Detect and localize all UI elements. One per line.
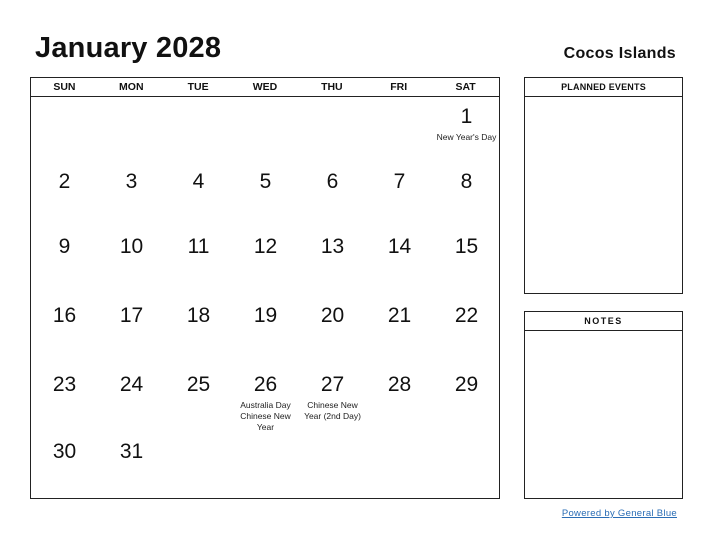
region-name: Cocos Islands: [563, 45, 676, 62]
day-cell[interactable]: [98, 440, 165, 464]
weekday-header: [31, 78, 499, 97]
day-cell[interactable]: [31, 170, 98, 194]
weekday-sat: SAT: [455, 81, 476, 93]
weekday-tue: TUE: [187, 81, 209, 93]
day-cell[interactable]: [31, 373, 98, 397]
day-number: 10: [119, 235, 144, 258]
day-number: 16: [52, 304, 77, 327]
day-cell[interactable]: [165, 235, 232, 259]
day-cell[interactable]: [433, 235, 500, 259]
day-number: 24: [119, 373, 144, 396]
days-grid: [31, 97, 499, 499]
day-number: 30: [52, 440, 77, 463]
day-cell[interactable]: [165, 304, 232, 328]
day-cell[interactable]: [165, 373, 232, 397]
holiday-label: Australia Day Chinese New Year: [240, 400, 291, 432]
day-cell[interactable]: [366, 235, 433, 259]
day-number: 9: [58, 235, 71, 258]
calendar-grid: [30, 77, 500, 499]
day-number: 14: [387, 235, 412, 258]
day-cell[interactable]: [299, 170, 366, 194]
weekday-thu: THU: [321, 81, 343, 93]
day-number: 27: [320, 373, 345, 396]
notes-title: NOTES: [525, 312, 682, 331]
planned-events-box: [524, 77, 683, 294]
day-number: 18: [186, 304, 211, 327]
day-cell[interactable]: [31, 440, 98, 464]
day-number: 11: [187, 235, 210, 258]
day-number: 21: [387, 304, 412, 327]
day-cell[interactable]: [299, 235, 366, 259]
day-number: 26: [253, 373, 278, 396]
day-cell[interactable]: [31, 235, 98, 259]
day-number: 6: [326, 170, 339, 193]
day-cell[interactable]: [232, 235, 299, 259]
holiday-label: New Year's Day: [436, 132, 497, 142]
day-number: 8: [460, 170, 473, 193]
weekday-wed: WED: [252, 81, 278, 93]
day-number: 7: [393, 170, 406, 193]
weekday-mon: MON: [119, 81, 144, 93]
day-cell[interactable]: [366, 170, 433, 194]
day-number: 12: [253, 235, 278, 258]
day-cell[interactable]: [98, 373, 165, 397]
day-cell[interactable]: [232, 304, 299, 328]
day-cell[interactable]: [232, 373, 299, 433]
day-number: 3: [125, 170, 138, 193]
planned-events-title: PLANNED EVENTS: [525, 78, 682, 97]
day-number: 1: [460, 105, 473, 128]
day-cell[interactable]: [165, 170, 232, 194]
day-number: 29: [454, 373, 479, 396]
day-number: 23: [52, 373, 77, 396]
day-cell[interactable]: [433, 105, 500, 143]
day-cell[interactable]: [299, 373, 366, 422]
day-number: 13: [320, 235, 345, 258]
day-number: 5: [259, 170, 272, 193]
day-cell[interactable]: [98, 170, 165, 194]
day-number: 2: [58, 170, 71, 193]
day-cell[interactable]: [433, 170, 500, 194]
day-number: 22: [454, 304, 479, 327]
day-cell[interactable]: [366, 373, 433, 397]
day-number: 20: [320, 304, 345, 327]
day-cell[interactable]: [98, 304, 165, 328]
day-cell[interactable]: [232, 170, 299, 194]
day-cell[interactable]: [433, 304, 500, 328]
day-number: 17: [119, 304, 144, 327]
day-number: 28: [387, 373, 412, 396]
day-cell[interactable]: [299, 304, 366, 328]
holiday-label: Chinese New Year (2nd Day): [304, 400, 361, 421]
day-cell[interactable]: [366, 304, 433, 328]
day-cell[interactable]: [31, 304, 98, 328]
day-cell[interactable]: [433, 373, 500, 397]
day-number: 31: [119, 440, 144, 463]
day-number: 25: [186, 373, 211, 396]
day-number: 19: [253, 304, 278, 327]
day-cell[interactable]: [98, 235, 165, 259]
powered-by-link[interactable]: Powered by General Blue: [561, 508, 677, 519]
weekday-sun: SUN: [53, 81, 76, 93]
weekday-fri: FRI: [390, 81, 408, 93]
day-number: 15: [454, 235, 479, 258]
calendar-title: January 2028: [35, 32, 222, 64]
day-number: 4: [192, 170, 205, 193]
notes-box: [524, 311, 683, 499]
